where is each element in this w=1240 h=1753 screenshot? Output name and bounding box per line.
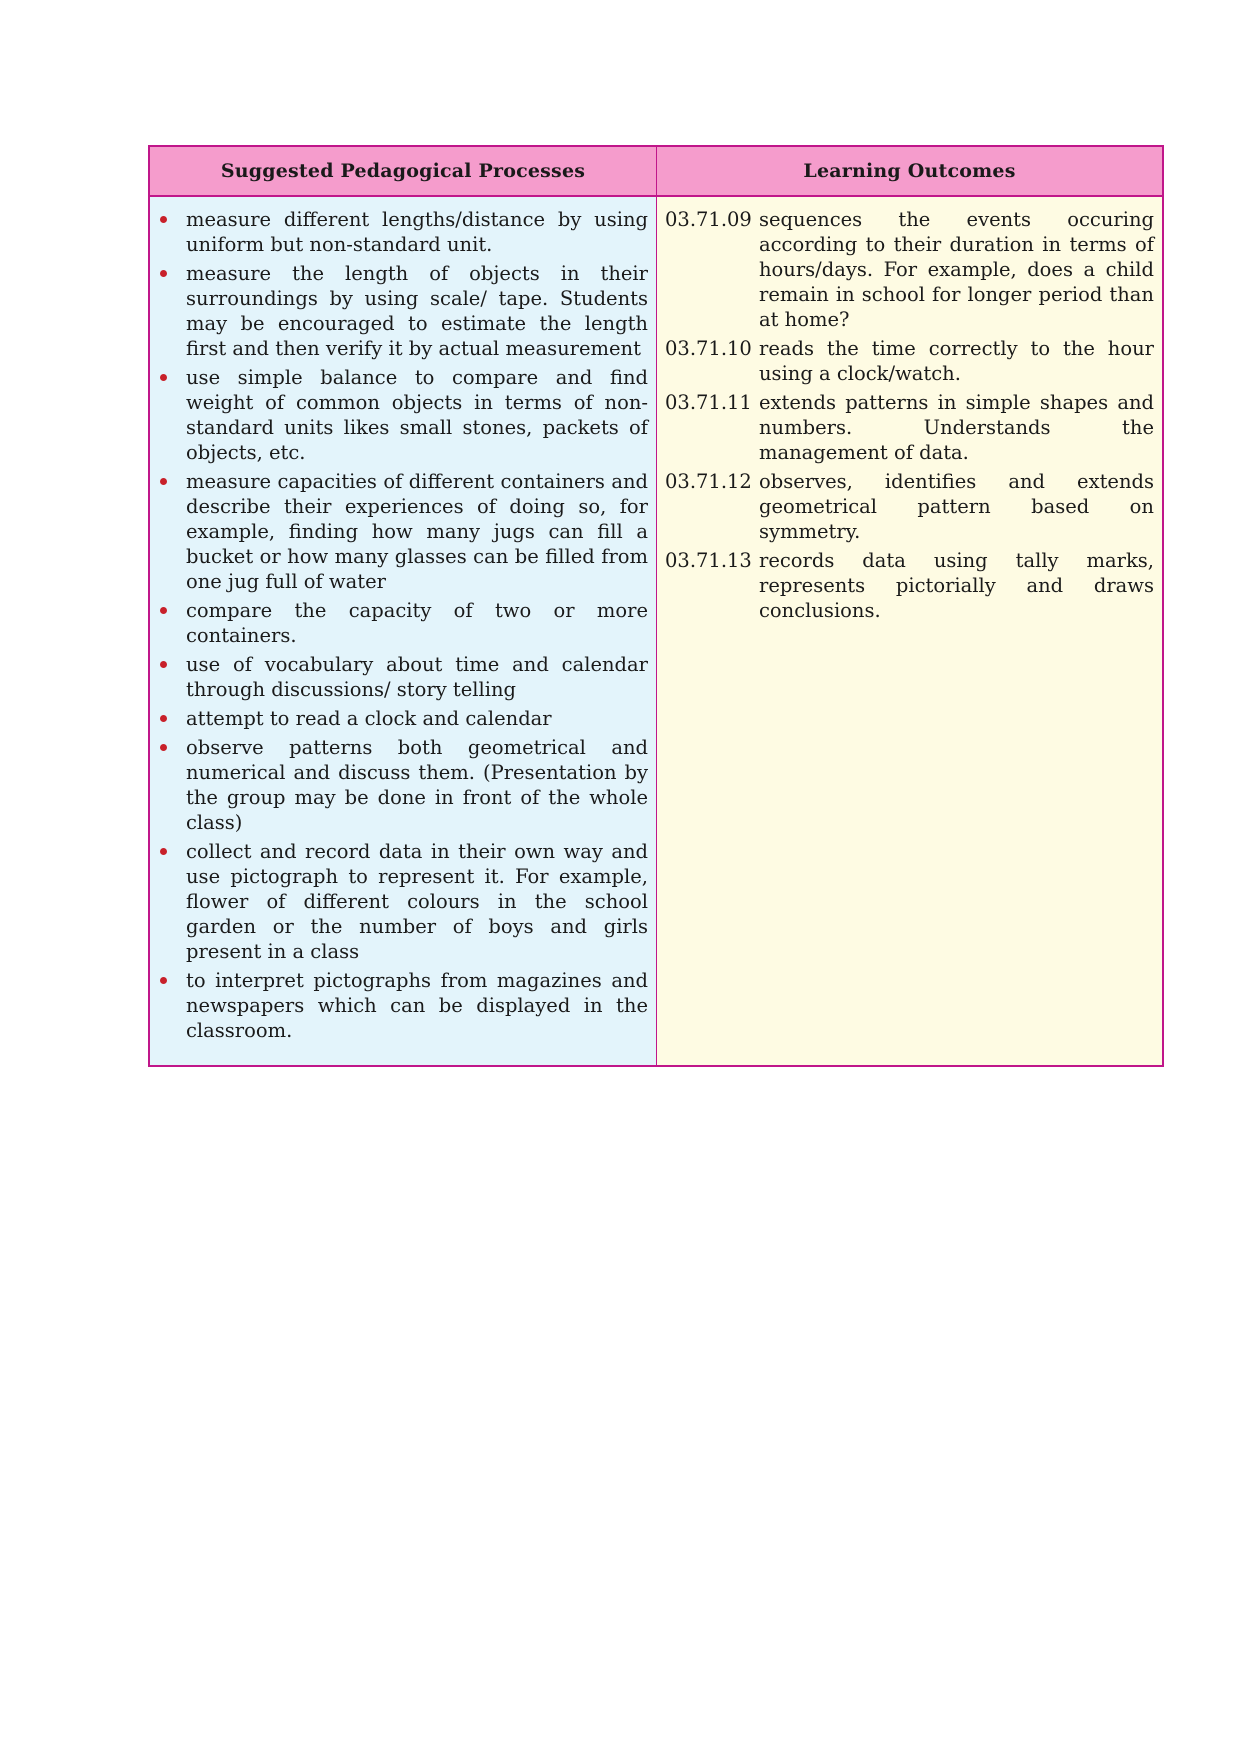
processes-list: [156, 207, 648, 1043]
outcome-code: 03.71.12: [665, 470, 752, 493]
outcome-code: 03.71.13: [665, 549, 752, 572]
bullet-icon: [160, 744, 167, 751]
table-body: [150, 197, 1162, 1065]
process-text: compare the capacity of two or more containers.: [186, 599, 648, 647]
process-item: [156, 207, 648, 257]
process-text: to interpret pictographs from magazines and newspapers which can be displayed in the classroom.: [186, 969, 648, 1042]
header-processes: Suggested Pedagogical Processes: [150, 147, 657, 195]
bullet-icon: [160, 374, 167, 381]
process-text: attempt to read a clock and calendar: [186, 707, 552, 730]
process-text: measure capacities of different containers and describe their experiences of doing so, for example, finding how many jugs can fill a bucket or how many glasses can be filled from one jug full of water: [186, 470, 648, 593]
process-item: [156, 652, 648, 702]
process-item: [156, 598, 648, 648]
process-text: use of vocabulary about time and calendar through discussions/ story telling: [186, 653, 648, 701]
header-outcomes: Learning Outcomes: [803, 160, 1016, 182]
bullet-icon: [160, 977, 167, 984]
process-text: measure the length of objects in their surroundings by using scale/ tape. Students may be encouraged to estimate the length first and then verify it by actual measurement: [186, 262, 648, 360]
outcome-text: observes, identifies and extends geometrical pattern based on symmetry.: [759, 470, 1154, 543]
bullet-icon: [160, 848, 167, 855]
outcome-code: 03.71.10: [665, 337, 752, 360]
processes-column: [150, 197, 657, 1065]
outcome-text: extends patterns in simple shapes and numbers. Understands the management of data.: [759, 391, 1154, 464]
process-text: collect and record data in their own way and use pictograph to represent it. For example, flower of different colours in the school garden or the number of boys and girls present in a class: [186, 840, 648, 963]
bullet-icon: [160, 270, 167, 277]
process-item: [156, 735, 648, 835]
bullet-icon: [160, 715, 167, 722]
outcome-item: [665, 469, 1154, 544]
outcome-item: [665, 548, 1154, 623]
bullet-icon: [160, 478, 167, 485]
bullet-icon: [160, 661, 167, 668]
outcome-item: [665, 390, 1154, 465]
outcome-text: records data using tally marks, represents pictorially and draws conclusions.: [759, 549, 1154, 622]
process-item: [156, 469, 648, 594]
outcome-code: 03.71.11: [665, 391, 752, 414]
outcome-item: [665, 207, 1154, 332]
outcome-code: 03.71.09: [665, 208, 752, 231]
outcome-text: reads the time correctly to the hour using a clock/watch.: [759, 337, 1154, 385]
outcome-item: [665, 336, 1154, 386]
process-item: [156, 706, 648, 731]
process-item: [156, 839, 648, 964]
bullet-icon: [160, 216, 167, 223]
table-header: [150, 147, 1162, 197]
process-text: measure different lengths/distance by using uniform but non-standard unit.: [186, 208, 648, 256]
outcome-text: sequences the events occuring according to their duration in terms of hours/days. For example, does a child remain in school for longer period than at home?: [759, 208, 1154, 331]
process-item: [156, 968, 648, 1043]
process-text: use simple balance to compare and find weight of common objects in terms of non-standard units likes small stones, packets of objects, etc.: [186, 366, 648, 464]
process-item: [156, 261, 648, 361]
process-item: [156, 365, 648, 465]
process-text: observe patterns both geometrical and numerical and discuss them. (Presentation by the group may be done in front of the whole class): [186, 736, 648, 834]
outcomes-column: [657, 197, 1162, 1065]
bullet-icon: [160, 607, 167, 614]
pedagogy-outcomes-table: [148, 145, 1164, 1067]
